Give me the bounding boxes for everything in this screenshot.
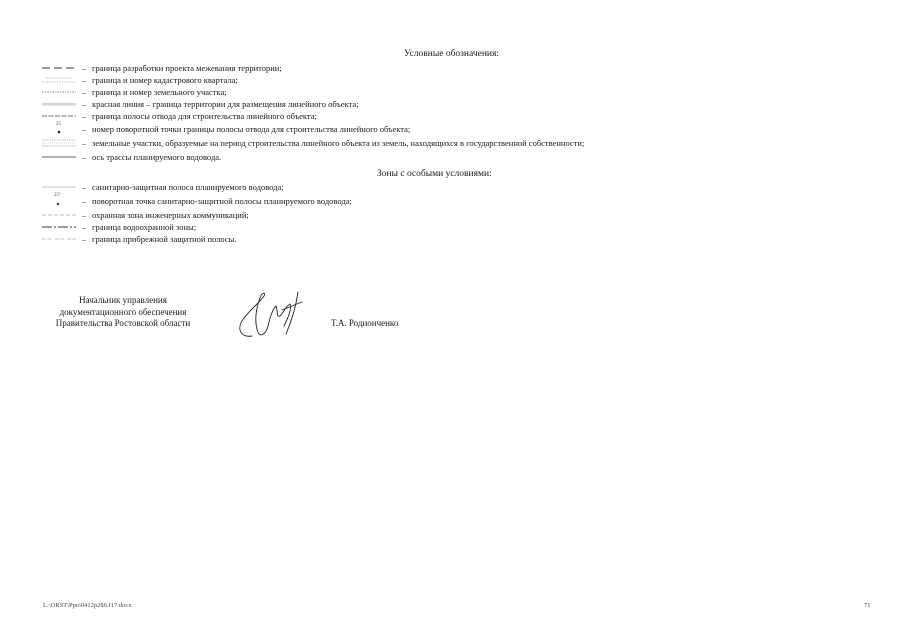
legend-item: [40, 151, 221, 163]
red-line-icon: [40, 98, 78, 110]
legend-item: [40, 74, 238, 86]
zone-text: поворотная точка санитарно-защитной полосы планируемого водовода;: [92, 196, 352, 206]
sanitary-line-icon: [40, 181, 78, 193]
signatory-position: [38, 295, 208, 330]
legend-separator: –: [81, 124, 87, 134]
legend-text: ось трассы планируемого водовода.: [92, 152, 222, 162]
zone-item: [40, 221, 196, 233]
kadastr-quarter-line-icon: [40, 74, 78, 86]
security-zone-line-icon: [40, 209, 78, 221]
handwritten-signature: [232, 288, 314, 349]
zone-item: [40, 181, 284, 193]
legend-item: [40, 98, 359, 110]
legend-text: граница и номер земельного участка;: [92, 87, 227, 97]
zones-title: Зоны с особыми условиями:: [377, 169, 492, 179]
legend-separator: –: [81, 75, 87, 85]
legend-text: граница полосы отвода для строительства линейного объекта;: [92, 111, 317, 121]
zone-separator: –: [81, 182, 87, 192]
turn-point-icon: [40, 122, 78, 136]
zone-text: охранная зона инженерных коммуникаций;: [92, 210, 249, 220]
legend-item: [40, 86, 227, 98]
zone-item: [40, 193, 352, 209]
zone-item: [40, 209, 249, 221]
zone-text: санитарно-защитная полоса планируемого водовода;: [92, 182, 284, 192]
legend-text: красная линия – граница территории для размещения линейного объекта;: [92, 99, 359, 109]
legend-separator: –: [81, 87, 87, 97]
zone-item: [40, 233, 237, 245]
position-line: Правительства Ростовской области: [55, 318, 191, 328]
zone-separator: –: [81, 196, 87, 206]
position-line: Начальник управления: [79, 295, 167, 305]
legend-item: [40, 136, 584, 150]
zone-text: граница водоохранной зоны;: [92, 222, 197, 232]
water-zone-line-icon: [40, 221, 78, 233]
footer-file-path: L:\ORST\Ppo\0412p286.f17.docx: [43, 602, 132, 609]
legend-separator: –: [81, 152, 87, 162]
sanitary-point-icon: [40, 193, 78, 209]
legend-separator: –: [81, 138, 87, 148]
state-land-plots-icon: [40, 136, 78, 150]
page-number: 71: [864, 602, 871, 609]
legend-item: [40, 62, 282, 74]
legend-separator: –: [81, 111, 87, 121]
land-plot-line-icon: [40, 86, 78, 98]
zone-separator: –: [81, 210, 87, 220]
legend-item: [40, 110, 317, 122]
zone-text: граница прибрежной защитной полосы.: [92, 234, 237, 244]
coastal-strip-line-icon: [40, 233, 78, 245]
allotment-line-icon: [40, 110, 78, 122]
legend-text: земельные участки, образуемые на период строительства линейного объекта из земель, находящихся в государственной собственности;: [92, 138, 585, 148]
sanitary-point-label: 25ª: [54, 193, 61, 198]
legend-item: [40, 122, 410, 136]
turn-point-label: 25: [56, 122, 61, 127]
legend-text: граница и номер кадастрового квартала;: [92, 75, 238, 85]
legend-title: Условные обозначения:: [404, 49, 500, 59]
legend-separator: –: [81, 63, 87, 73]
legend-separator: –: [81, 99, 87, 109]
axis-line-icon: [40, 151, 78, 163]
position-line: документационного обеспечения: [59, 306, 187, 317]
zone-separator: –: [81, 234, 87, 244]
legend-text: номер поворотной точки границы полосы отвода для строительства линейного объекта;: [92, 124, 411, 134]
zone-separator: –: [81, 222, 87, 232]
dash-long-line-icon: [40, 62, 78, 74]
signatory-name: Т.А. Родионченко: [331, 318, 399, 328]
legend-text: граница разработки проекта межевания территории;: [92, 63, 282, 73]
